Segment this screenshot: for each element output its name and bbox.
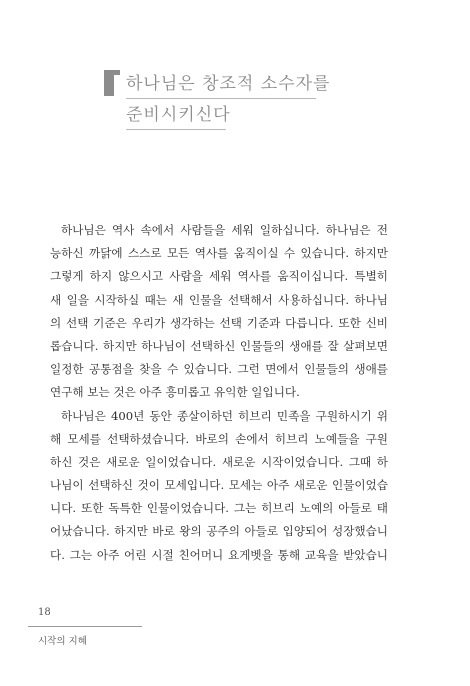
text-line: 능하신 까닭에 스스로 모든 역사를 움직이실 수 있습니다. 하지만 (50, 246, 388, 261)
text-line: 하신 것은 새로운 일이었습니다. 새로운 시작이었습니다. 그때 하 (50, 454, 388, 469)
text-line: 새 일을 시작하실 때는 새 인물을 선택해서 사용하십니다. 하나님 (50, 292, 388, 307)
text-line: 해 모세를 선택하셨습니다. 바로의 손에서 히브리 노예들을 구원 (50, 431, 388, 446)
text-line: 하나님은 400년 동안 종살이하던 히브리 민족을 구원하시기 위 (61, 408, 388, 423)
text-line: 하나님은 역사 속에서 사람들을 세워 일하십니다. 하나님은 전 (61, 223, 388, 237)
text-line: 어났습니다. 하지만 바로 왕의 공주의 아들로 입양되어 성장했습니 (50, 524, 388, 539)
text-line: 롭습니다. 하지만 하나님이 선택하신 인물들의 생애를 잘 살펴보면 (50, 338, 388, 353)
page-number: 18 (38, 607, 51, 618)
paragraph-1 (50, 219, 388, 405)
chapter-title-line-1: 하나님은 창조적 소수자를 (126, 70, 316, 99)
text-line: 의 선택 기준은 우리가 생각하는 선택 기준과 다릅니다. 또한 신비 (50, 315, 388, 330)
text-line: 그렇게 하지 않으시고 사람을 세워 역사를 움직이십니다. 특별히 (50, 269, 388, 284)
running-book-title: 시작의 지혜 (38, 636, 87, 647)
text-line: 다. 그는 아주 어린 시절 친어머니 요게벳을 통해 교육을 받았습니 (50, 547, 388, 562)
text-line: 일정한 공통점을 찾을 수 있습니다. 그런 면에서 인물들의 생애를 (50, 362, 388, 377)
chapter-title (104, 70, 331, 130)
chapter-title-line-2: 준비시키신다 (126, 101, 226, 130)
body-text (50, 219, 388, 567)
text-line: 니다. 또한 독특한 인물이었습니다. 그는 히브리 노예의 아들로 태 (50, 501, 388, 516)
title-bracket-ornament (104, 70, 120, 96)
paragraph-2 (50, 405, 388, 567)
page-footer (28, 606, 142, 647)
text-line: 나님이 선택하신 것이 모세입니다. 모세는 아주 새로운 인물이었습 (50, 478, 388, 493)
text-line: 연구해 보는 것은 아주 흥미롭고 유익한 일입니다. (50, 385, 300, 400)
footer-divider (28, 626, 142, 627)
